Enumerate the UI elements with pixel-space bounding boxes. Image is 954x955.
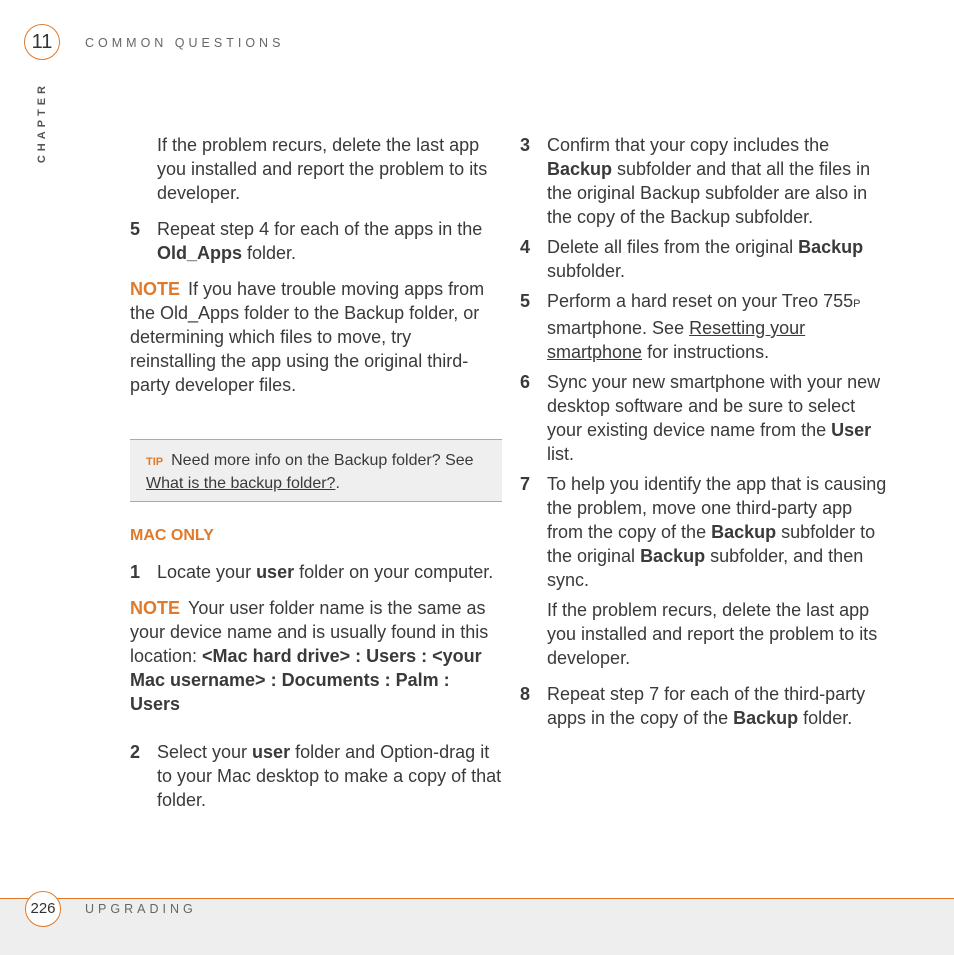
right-column <box>520 133 892 742</box>
step-number: 2 <box>130 742 141 762</box>
step-text: Locate your <box>157 562 257 582</box>
footer-section-title: UPGRADING <box>85 902 197 916</box>
note-label: NOTE <box>130 279 181 299</box>
step-text: list. <box>547 444 574 464</box>
tip-text: . <box>335 475 340 492</box>
step-text: folder. <box>798 708 853 728</box>
step-text: Select your <box>157 742 253 762</box>
note-path: <Mac hard drive> : Users : <your Mac username> : Documents : Palm : Users <box>130 646 482 714</box>
step-text: To help you identify the app that is causing the problem, move one third-party app from the copy of the <box>547 474 887 542</box>
step-bold: user <box>256 562 295 582</box>
left-column <box>130 133 502 824</box>
step-number: 7 <box>520 474 531 494</box>
step-number: 1 <box>130 562 141 582</box>
step-text: Sync your new smartphone with your new desktop software and be sure to select your existing device name from the <box>547 372 881 440</box>
tip-box <box>130 439 502 502</box>
step-2 <box>130 740 502 812</box>
step-5 <box>520 289 892 364</box>
resetting-smartphone-link[interactable]: Resetting your smartphone <box>547 318 806 362</box>
step-bold: User <box>831 420 872 440</box>
note-label: NOTE <box>130 598 181 618</box>
step-number: 4 <box>520 237 531 257</box>
page-number-badge: 226 <box>25 891 61 927</box>
step-text: folder. <box>242 243 297 263</box>
chapter-label: CHAPTER <box>36 82 48 164</box>
backup-folder-link[interactable]: What is the backup folder? <box>146 475 336 492</box>
note <box>130 277 502 397</box>
step-text: subfolder and that all the files in the original Backup subfolder are also in the copy of the Backup subfolder. <box>547 159 871 227</box>
step-number: 5 <box>520 291 531 311</box>
step-text: Repeat step 7 for each of the third-party apps in the copy of the <box>547 684 866 728</box>
step-number: 8 <box>520 684 531 704</box>
paragraph: If the problem recurs, delete the last app you installed and report the problem to its developer. <box>157 135 488 203</box>
step-bold: Backup <box>711 522 777 542</box>
step-bold: user <box>252 742 291 762</box>
step-text: subfolder, and then sync. <box>547 546 864 590</box>
step-number: 5 <box>130 219 141 239</box>
step-text: folder on your computer. <box>294 562 494 582</box>
step-text: Confirm that your copy includes the <box>547 135 830 155</box>
step-8 <box>520 682 892 730</box>
step-text: subfolder to the original <box>547 522 876 566</box>
step-5 <box>130 217 502 265</box>
note-text: Your user folder name is the same as your device name and is usually found in this location: <box>130 598 489 666</box>
tip-text: Need more info on the Backup folder? See <box>171 452 474 469</box>
step-number: 3 <box>520 135 531 155</box>
step-text: for instructions. <box>642 342 770 362</box>
step-3 <box>520 133 892 229</box>
step-1 <box>130 560 502 584</box>
section-title: COMMON QUESTIONS <box>85 36 285 50</box>
step-7 <box>520 472 892 592</box>
step-6 <box>520 370 892 466</box>
mac-only-heading: MAC ONLY <box>130 527 214 544</box>
model-suffix: P <box>853 298 861 310</box>
step-text: Delete all files from the original <box>547 237 799 257</box>
step-text: folder and Option-drag it to your Mac desktop to make a copy of that folder. <box>157 742 502 810</box>
chapter-number-badge: 11 <box>24 24 60 60</box>
step-bold: Backup <box>733 708 799 728</box>
note <box>130 596 502 716</box>
step-text: smartphone. See <box>547 318 690 338</box>
step-text: Perform a hard reset on your Treo 755 <box>547 291 854 311</box>
step-text: subfolder. <box>547 261 626 281</box>
step-bold: Backup <box>547 159 613 179</box>
tip-label: TIP <box>146 456 164 468</box>
step-bold: Backup <box>640 546 706 566</box>
paragraph: If the problem recurs, delete the last app you installed and report the problem to its developer. <box>547 600 878 668</box>
step-text: Repeat step 4 for each of the apps in the <box>157 219 483 239</box>
step-4 <box>520 235 892 283</box>
note-text: If you have trouble moving apps from the Old_Apps folder to the Backup folder, or determining which files to move, try reinstalling the app using the original third-party developer files. <box>130 279 485 395</box>
step-bold: Backup <box>798 237 864 257</box>
step-number: 6 <box>520 372 531 392</box>
step-bold: Old_Apps <box>157 243 243 263</box>
